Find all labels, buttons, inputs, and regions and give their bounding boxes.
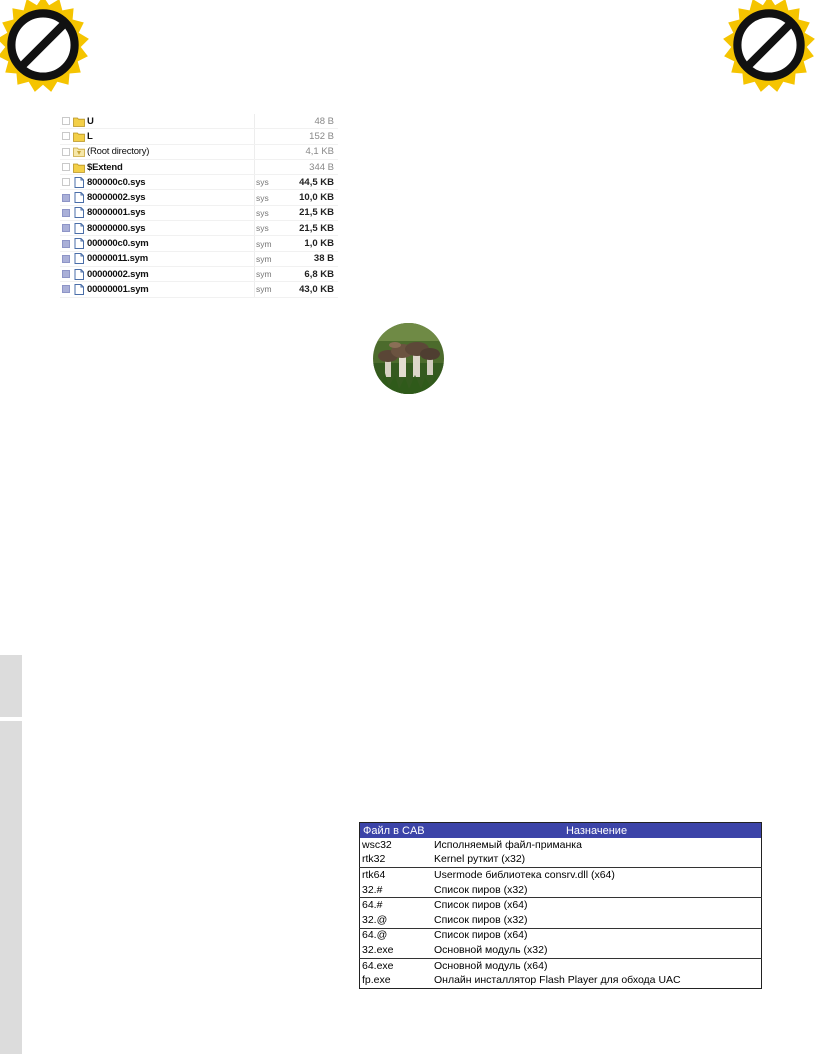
file-row[interactable] bbox=[60, 145, 338, 160]
file-size: 38 B bbox=[313, 253, 334, 265]
table-row bbox=[360, 853, 762, 868]
table-row bbox=[360, 943, 762, 958]
cab-file-purpose: Список пиров (x32) bbox=[432, 883, 762, 898]
file-icon bbox=[73, 177, 85, 188]
row-checkbox[interactable] bbox=[62, 224, 70, 232]
file-size: 344 B bbox=[309, 161, 334, 173]
cab-file-purpose: Основной модуль (x32) bbox=[432, 943, 762, 958]
row-checkbox[interactable] bbox=[62, 240, 70, 248]
cab-file-name: 32.# bbox=[360, 883, 433, 898]
prohibited-stamp-right bbox=[718, 0, 816, 96]
cab-file-name: 32.exe bbox=[360, 943, 433, 958]
table-row bbox=[360, 838, 762, 853]
table-row bbox=[360, 928, 762, 943]
file-icon bbox=[73, 253, 85, 264]
prohibited-sign-icon bbox=[0, 0, 94, 96]
row-checkbox[interactable] bbox=[62, 148, 70, 156]
file-name: 00000001.sym bbox=[87, 283, 149, 295]
file-size: 6,8 KB bbox=[304, 268, 334, 280]
folder-icon bbox=[73, 131, 85, 142]
cab-file-name: fp.exe bbox=[362, 974, 391, 987]
file-size: 21,5 KB bbox=[299, 222, 334, 234]
cab-file-purpose: Список пиров (x64) bbox=[434, 899, 528, 912]
file-size: 43,0 KB bbox=[299, 283, 334, 295]
folder-icon bbox=[73, 162, 85, 173]
header-file: Файл в CAB bbox=[360, 823, 433, 839]
file-row[interactable] bbox=[60, 114, 338, 129]
table-row bbox=[360, 898, 762, 913]
cab-file-name: 64.exe bbox=[362, 959, 394, 972]
cab-files-table bbox=[359, 822, 762, 989]
cab-file-purpose: Usermode библиотека consrv.dll (x64) bbox=[434, 868, 615, 881]
file-type: sym bbox=[256, 238, 272, 249]
prohibited-stamp-left bbox=[0, 0, 94, 96]
file-row[interactable] bbox=[60, 175, 338, 190]
file-icon bbox=[73, 223, 85, 234]
row-checkbox[interactable] bbox=[62, 132, 70, 140]
file-name: U bbox=[87, 115, 94, 127]
cab-file-name: rtk64 bbox=[362, 868, 386, 881]
row-checkbox[interactable] bbox=[62, 163, 70, 171]
file-size: 21,5 KB bbox=[299, 207, 334, 219]
cab-file-name: 32.@ bbox=[360, 913, 433, 928]
file-size: 10,0 KB bbox=[299, 192, 334, 204]
file-name: (Root directory) bbox=[87, 146, 150, 158]
file-row[interactable] bbox=[60, 236, 338, 251]
file-name: 00000011.sym bbox=[87, 253, 148, 265]
root-folder-icon bbox=[73, 146, 85, 157]
file-type: sys bbox=[256, 177, 269, 188]
file-row[interactable] bbox=[60, 190, 338, 205]
table-row bbox=[360, 913, 762, 928]
cab-file-purpose: Исполняемый файл-приманка bbox=[434, 838, 582, 851]
file-icon bbox=[73, 192, 85, 203]
file-name: L bbox=[87, 130, 93, 142]
table-row bbox=[360, 868, 762, 883]
file-size: 48 B bbox=[314, 115, 334, 127]
file-row[interactable] bbox=[60, 129, 338, 144]
prohibited-sign-icon bbox=[718, 0, 816, 96]
row-checkbox[interactable] bbox=[62, 194, 70, 202]
row-checkbox[interactable] bbox=[62, 117, 70, 125]
file-size: 4,1 KB bbox=[305, 146, 334, 158]
folder-icon bbox=[73, 116, 85, 127]
file-row[interactable] bbox=[60, 221, 338, 236]
file-name: 800000c0.sys bbox=[87, 176, 146, 188]
file-row[interactable] bbox=[60, 282, 338, 297]
file-type: sys bbox=[256, 207, 269, 218]
table-header-row bbox=[360, 823, 762, 839]
cab-file-name: wsc32 bbox=[362, 838, 392, 851]
row-checkbox[interactable] bbox=[62, 285, 70, 293]
cab-file-name: 64.@ bbox=[362, 929, 388, 942]
file-row[interactable] bbox=[60, 252, 338, 267]
margin-tab-top bbox=[0, 655, 22, 717]
cab-file-purpose: Онлайн инсталлятор Flash Player для обхода UAC bbox=[434, 974, 681, 987]
file-type: sym bbox=[256, 253, 272, 264]
row-checkbox[interactable] bbox=[62, 255, 70, 263]
file-type: sys bbox=[256, 223, 269, 234]
file-icon bbox=[73, 269, 85, 280]
table-row bbox=[360, 883, 762, 898]
cab-file-name: 64.# bbox=[362, 899, 383, 912]
cab-file-purpose: Список пиров (x64) bbox=[434, 929, 528, 942]
file-icon bbox=[73, 238, 85, 249]
file-size: 44,5 KB bbox=[299, 176, 334, 188]
file-type: sys bbox=[256, 192, 269, 203]
table-row bbox=[360, 958, 762, 973]
cab-file-purpose: Kernel руткит (x32) bbox=[432, 853, 762, 868]
row-checkbox[interactable] bbox=[62, 178, 70, 186]
file-row[interactable] bbox=[60, 206, 338, 221]
file-icon bbox=[73, 284, 85, 295]
file-icon bbox=[73, 207, 85, 218]
file-type: sym bbox=[256, 284, 272, 295]
file-row[interactable] bbox=[60, 267, 338, 282]
row-checkbox[interactable] bbox=[62, 270, 70, 278]
file-name: 00000002.sym bbox=[87, 268, 149, 280]
file-name: 80000000.sys bbox=[87, 222, 146, 234]
file-size: 1,0 KB bbox=[304, 238, 334, 250]
table-row bbox=[360, 973, 762, 988]
file-row[interactable] bbox=[60, 160, 338, 175]
margin-tab bbox=[0, 721, 22, 1054]
row-checkbox[interactable] bbox=[62, 209, 70, 217]
file-type: sym bbox=[256, 269, 272, 280]
file-name: 000000c0.sym bbox=[87, 238, 149, 250]
file-name: $Extend bbox=[87, 161, 123, 173]
cab-file-name: rtk32 bbox=[360, 853, 433, 868]
file-listing bbox=[60, 114, 338, 298]
file-size: 152 B bbox=[309, 130, 334, 142]
mushroom-photo bbox=[373, 323, 444, 394]
cab-file-purpose: Список пиров (x32) bbox=[432, 913, 762, 928]
cab-file-purpose: Основной модуль (x64) bbox=[434, 959, 548, 972]
file-name: 80000001.sys bbox=[87, 207, 146, 219]
file-name: 80000002.sys bbox=[87, 192, 146, 204]
header-purpose: Назначение bbox=[432, 823, 762, 839]
